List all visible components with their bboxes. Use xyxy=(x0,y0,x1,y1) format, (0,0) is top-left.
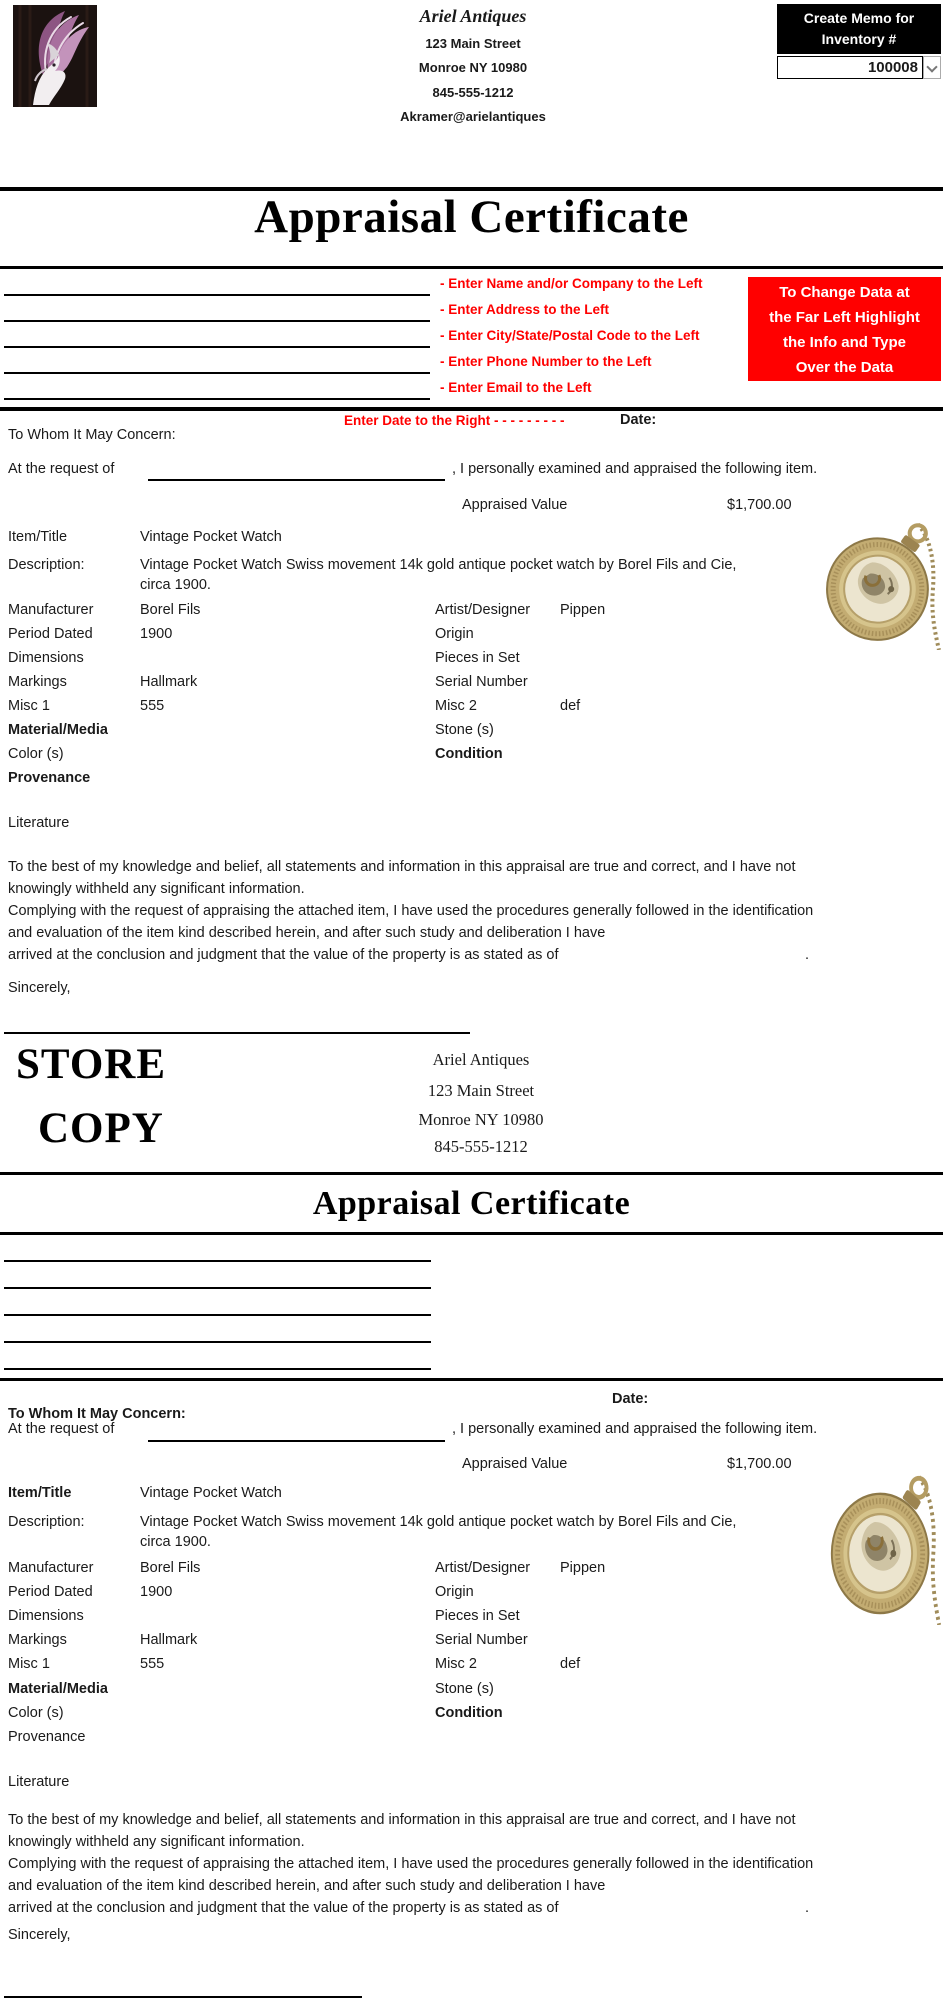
phone-field-blank[interactable] xyxy=(4,372,430,374)
field-label: Provenance xyxy=(8,1729,86,1745)
field-label: Material/Media xyxy=(8,1681,108,1697)
store-copy-stamp-line2: COPY xyxy=(38,1105,164,1152)
certificate-title: Appraisal Certificate xyxy=(312,1185,631,1222)
salutation: To Whom It May Concern: xyxy=(8,427,176,443)
field-label: Misc 2 xyxy=(435,1656,477,1672)
create-memo-button[interactable] xyxy=(777,4,941,54)
change-data-note-line: Over the Data xyxy=(795,359,894,376)
field-label: Condition xyxy=(435,1705,503,1721)
field-label: Description: xyxy=(8,1514,85,1530)
signature-line xyxy=(4,1032,470,1034)
field-label: Literature xyxy=(8,1774,70,1790)
divider-line xyxy=(0,1172,943,1175)
field-label: Color (s) xyxy=(8,1705,64,1721)
legal-period: . xyxy=(805,1900,810,1916)
field-label: Stone (s) xyxy=(435,1681,494,1697)
field-label: Manufacturer xyxy=(8,602,94,618)
change-data-note-line: the Info and Type xyxy=(782,334,907,351)
request-suffix: , I personally examined and appraised the following item. xyxy=(452,461,818,477)
legal-text-line: To the best of my knowledge and belief, all statements and information in this appraisal are true and correct, and I have not xyxy=(8,859,796,875)
field-value: def xyxy=(560,1656,581,1672)
store-copy-address-line: 845-555-1212 xyxy=(434,1137,528,1156)
field-label: Stone (s) xyxy=(435,722,494,738)
field-label: Pieces in Set xyxy=(435,1608,520,1624)
store-copy-address-line: Ariel Antiques xyxy=(432,1050,530,1069)
field-value: Hallmark xyxy=(140,674,198,690)
date-label: Date: xyxy=(620,412,657,428)
legal-text-line: arrived at the conclusion and judgment that the value of the property is as stated as of xyxy=(8,947,559,963)
instruction-address: - Enter Address to the Left xyxy=(440,302,610,317)
appraised-value: $1,700.00 xyxy=(727,497,792,513)
field-value: Vintage Pocket Watch xyxy=(140,529,282,545)
divider-line xyxy=(0,407,943,411)
field-label: Color (s) xyxy=(8,746,64,762)
field-label: Origin xyxy=(435,1584,474,1600)
legal-text-line: knowingly withheld any significant information. xyxy=(8,881,305,897)
request-prefix: At the request of xyxy=(8,461,115,477)
closing: Sincerely, xyxy=(8,980,71,996)
field-value: Borel Fils xyxy=(140,602,201,618)
address-field-blank[interactable] xyxy=(4,1287,431,1289)
divider-line xyxy=(0,266,943,269)
field-label: Misc 1 xyxy=(8,1656,50,1672)
store-copy-address-line: 123 Main Street xyxy=(427,1081,535,1100)
instruction-email: - Enter Email to the Left xyxy=(440,380,592,395)
field-value: Vintage Pocket Watch Swiss movement 14k gold antique pocket watch by Borel Fils and Cie, xyxy=(140,1514,737,1530)
company-phone: 845-555-1212 xyxy=(432,85,514,100)
chevron-down-icon xyxy=(926,61,937,72)
legal-text-line: and evaluation of the item kind described herein, and after such study and deliberation I have xyxy=(8,925,606,941)
field-label: Period Dated xyxy=(8,1584,93,1600)
field-label: Literature xyxy=(8,815,70,831)
field-value: Hallmark xyxy=(140,1632,198,1648)
field-label: Material/Media xyxy=(8,722,108,738)
pocket-watch-image xyxy=(822,508,943,650)
requester-field-blank[interactable] xyxy=(148,1440,445,1442)
inventory-dropdown-button[interactable] xyxy=(923,56,941,79)
field-value: 555 xyxy=(140,698,165,714)
appraised-value-label: Appraised Value xyxy=(462,1456,568,1472)
legal-text-line: arrived at the conclusion and judgment that the value of the property is as stated as of xyxy=(8,1900,559,1916)
field-label: Provenance xyxy=(8,770,91,786)
appraised-value: $1,700.00 xyxy=(727,1456,792,1472)
legal-text-line: To the best of my knowledge and belief, all statements and information in this appraisal are true and correct, and I have not xyxy=(8,1812,796,1828)
instruction-name: - Enter Name and/or Company to the Left xyxy=(440,276,703,291)
field-value: Vintage Pocket Watch xyxy=(140,1485,282,1501)
create-memo-label-line2: Inventory # xyxy=(821,31,897,47)
address-field-blank[interactable] xyxy=(4,320,430,322)
company-address-line2: Monroe NY 10980 xyxy=(418,60,528,75)
city-state-field-blank[interactable] xyxy=(4,1314,431,1316)
change-data-note-line: To Change Data at xyxy=(779,284,910,301)
phone-field-blank[interactable] xyxy=(4,1341,431,1343)
legal-text-line: Complying with the request of appraising the attached item, I have used the procedures generally followed in the identification xyxy=(8,1856,814,1872)
divider-line xyxy=(0,1378,943,1381)
field-label: Item/Title xyxy=(8,1485,72,1501)
create-memo-label-line1: Create Memo for xyxy=(803,10,915,26)
field-value: circa 1900. xyxy=(140,577,211,593)
field-value: Vintage Pocket Watch Swiss movement 14k gold antique pocket watch by Borel Fils and Cie, xyxy=(140,557,737,573)
field-label: Artist/Designer xyxy=(435,602,531,618)
field-label: Markings xyxy=(8,1632,67,1648)
field-label: Pieces in Set xyxy=(435,650,520,666)
field-label: Origin xyxy=(435,626,474,642)
field-label: Markings xyxy=(8,674,67,690)
instruction-city-state: - Enter City/State/Postal Code to the Left xyxy=(440,328,700,343)
field-value: circa 1900. xyxy=(140,1534,211,1550)
field-label: Period Dated xyxy=(8,626,93,642)
field-value: Borel Fils xyxy=(140,1560,201,1576)
legal-text-line: knowingly withheld any significant information. xyxy=(8,1834,305,1850)
company-email: Akramer@arielantiques xyxy=(400,109,546,124)
email-field-blank[interactable] xyxy=(4,398,430,400)
pocket-watch-image xyxy=(827,1458,943,1625)
field-label: Dimensions xyxy=(8,1608,84,1624)
field-label: Item/Title xyxy=(8,529,68,545)
store-copy-stamp-line1: STORE xyxy=(16,1041,166,1088)
legal-period: . xyxy=(805,947,810,963)
store-logo-winged-horse xyxy=(13,5,97,107)
divider-line xyxy=(0,1232,943,1235)
field-label: Serial Number xyxy=(435,1632,528,1648)
certificate-title: Appraisal Certificate xyxy=(254,191,689,243)
field-value: Pippen xyxy=(560,602,606,618)
closing: Sincerely, xyxy=(8,1927,71,1943)
field-label: Misc 2 xyxy=(435,698,477,714)
date-label: Date: xyxy=(612,1391,649,1407)
store-copy-address-line: Monroe NY 10980 xyxy=(418,1110,544,1129)
date-instruction: Enter Date to the Right - - - - - - - - - xyxy=(344,413,565,428)
legal-text-line: Complying with the request of appraising the attached item, I have used the procedures generally followed in the identification xyxy=(8,903,814,919)
legal-text-line: and evaluation of the item kind described herein, and after such study and deliberation I have xyxy=(8,1878,606,1894)
field-label: Dimensions xyxy=(8,650,84,666)
salutation: To Whom It May Concern: xyxy=(8,1406,186,1422)
appraised-value-label: Appraised Value xyxy=(462,497,568,513)
requester-field-blank[interactable] xyxy=(148,479,445,481)
name-field-blank[interactable] xyxy=(4,294,430,296)
request-prefix: At the request of xyxy=(8,1421,115,1437)
instruction-phone: - Enter Phone Number to the Left xyxy=(440,354,652,369)
field-value: Pippen xyxy=(560,1560,606,1576)
field-value: 1900 xyxy=(140,1584,173,1600)
field-label: Manufacturer xyxy=(8,1560,94,1576)
city-state-field-blank[interactable] xyxy=(4,346,430,348)
company-address-line1: 123 Main Street xyxy=(425,36,521,51)
field-label: Misc 1 xyxy=(8,698,50,714)
change-data-note xyxy=(748,277,941,381)
name-field-blank[interactable] xyxy=(4,1260,431,1262)
inventory-number-field[interactable]: 100008 xyxy=(777,56,923,79)
field-label: Artist/Designer xyxy=(435,1560,531,1576)
field-label: Description: xyxy=(8,557,85,573)
request-suffix: , I personally examined and appraised the following item. xyxy=(452,1421,818,1437)
company-name: Ariel Antiques xyxy=(419,6,527,26)
field-label: Condition xyxy=(435,746,503,762)
change-data-note-line: the Far Left Highlight xyxy=(769,309,920,326)
field-label: Serial Number xyxy=(435,674,528,690)
email-field-blank[interactable] xyxy=(4,1368,431,1370)
field-value: 1900 xyxy=(140,626,173,642)
field-value: def xyxy=(560,698,581,714)
field-value: 555 xyxy=(140,1656,165,1672)
signature-line xyxy=(4,1996,362,1998)
